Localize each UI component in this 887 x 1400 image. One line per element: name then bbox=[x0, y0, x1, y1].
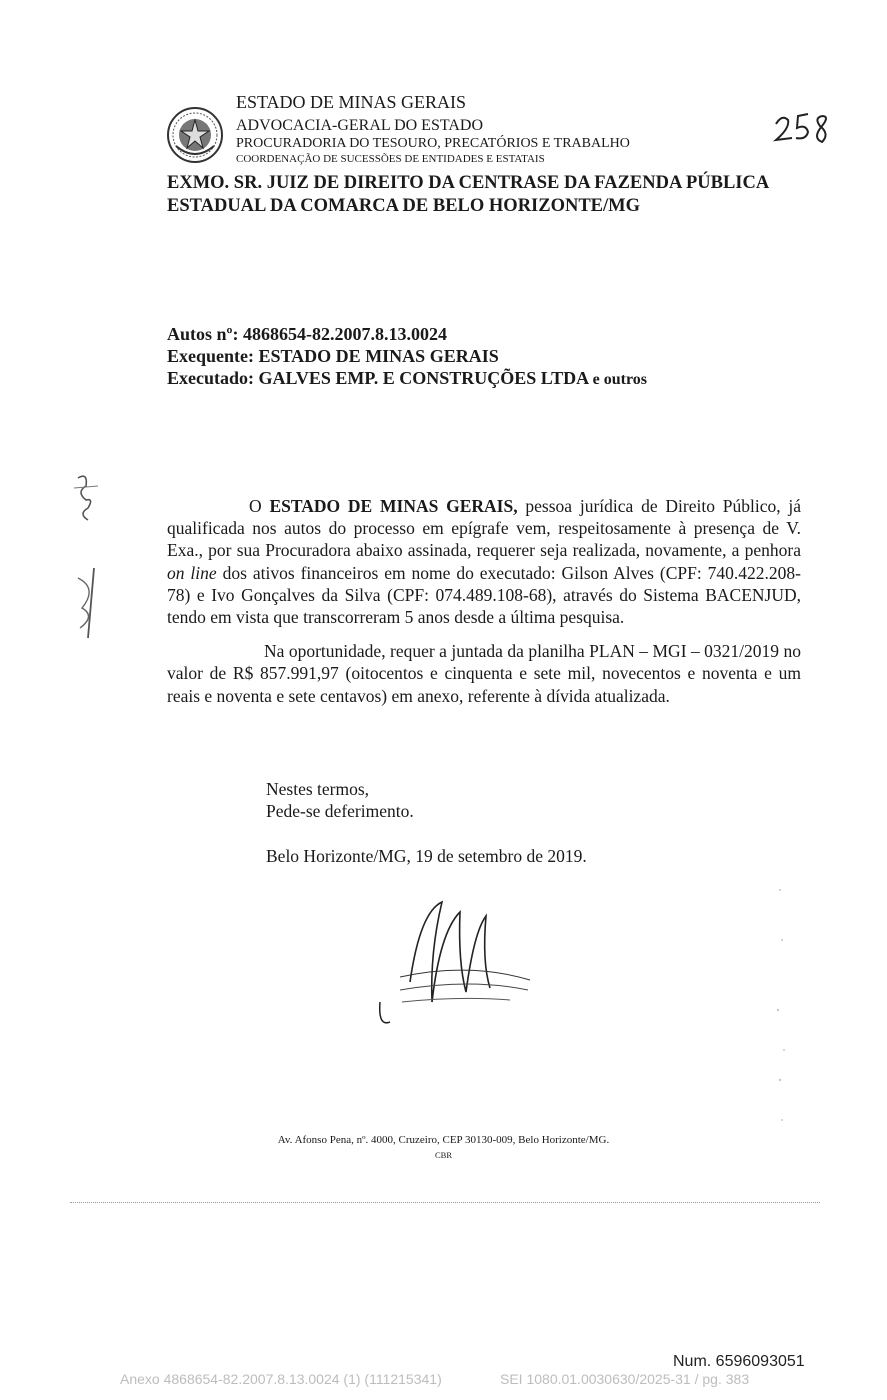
paragraph-2: Na oportunidade, requer a juntada da planilha PLAN – MGI – 0321/2019 no valor de R$ 857.991,97 (oitocentos e cinquenta e sete mil, novecentos e noventa e um reais e noventa e sete centavos) em anexo, referente à dívida atualizada. bbox=[167, 641, 801, 706]
document-number: Num. 6596093051 bbox=[673, 1353, 805, 1370]
case-executado: Executado: GALVES EMP. E CONSTRUÇÕES LTDA e outros bbox=[167, 368, 647, 388]
margin-handwriting bbox=[58, 468, 116, 648]
handwritten-page-number bbox=[770, 106, 840, 150]
closing-line-2: Pede-se deferimento. bbox=[266, 801, 414, 821]
addressee bbox=[167, 172, 769, 218]
case-exequente: Exequente: ESTADO DE MINAS GERAIS bbox=[167, 346, 499, 366]
footer-code: CBR bbox=[434, 1150, 452, 1160]
header-department: PROCURADORIA DO TESOURO, PRECATÓRIOS E TRABALHO bbox=[236, 136, 630, 151]
addressee-line-1: EXMO. SR. JUIZ DE DIREITO DA CENTRASE DA FAZENDA PÚBLICA bbox=[167, 173, 770, 193]
annex-reference: Anexo 4868654-82.2007.8.13.0024 (1) (111215341) bbox=[120, 1371, 442, 1387]
paragraph-1: O ESTADO DE MINAS GERAIS, pessoa jurídica de Direito Público, já qualificada nos autos do processo em epígrafe vem, respeitosamente à presença de V. Exa., por sua Procuradora abaixo assinada, requerer seja realizada, novamente, a penhora on line dos ativos financeiros em nome do executado: Gilson Alves (CPF: 740.422.208-78) e Ivo Gonçalves da Silva (CPF: 074.489.108-68), através do Sistema BACENJUD, tendo em vista que transcorreram 5 anos desde a última pesquisa. bbox=[167, 496, 802, 628]
petition-body bbox=[167, 495, 801, 707]
handwritten-signature-stamp bbox=[370, 892, 540, 1032]
scan-specks bbox=[760, 880, 800, 1130]
footer-address: Av. Afonso Pena, nº. 4000, Cruzeiro, CEP 30130-009, Belo Horizonte/MG. bbox=[277, 1134, 610, 1146]
addressee-line-2: ESTADUAL DA COMARCA DE BELO HORIZONTE/MG bbox=[167, 196, 641, 216]
date-line: Belo Horizonte/MG, 19 de setembro de 2019. bbox=[266, 846, 587, 866]
sei-reference: SEI 1080.01.0030630/2025-31 / pg. 383 bbox=[500, 1371, 750, 1387]
closing-line-1: Nestes termos, bbox=[266, 779, 370, 799]
header-state: ESTADO DE MINAS GERAIS bbox=[236, 92, 467, 112]
header-agency: ADVOCACIA-GERAL DO ESTADO bbox=[236, 117, 483, 134]
state-seal-icon bbox=[166, 106, 224, 164]
header-unit: COORDENAÇÃO DE SUCESSÕES DE ENTIDADES E ESTATAIS bbox=[236, 153, 545, 165]
case-info bbox=[167, 323, 647, 391]
closing bbox=[266, 778, 414, 822]
case-autos: Autos nº: 4868654-82.2007.8.13.0024 bbox=[167, 324, 447, 344]
footer-rule bbox=[70, 1202, 820, 1203]
